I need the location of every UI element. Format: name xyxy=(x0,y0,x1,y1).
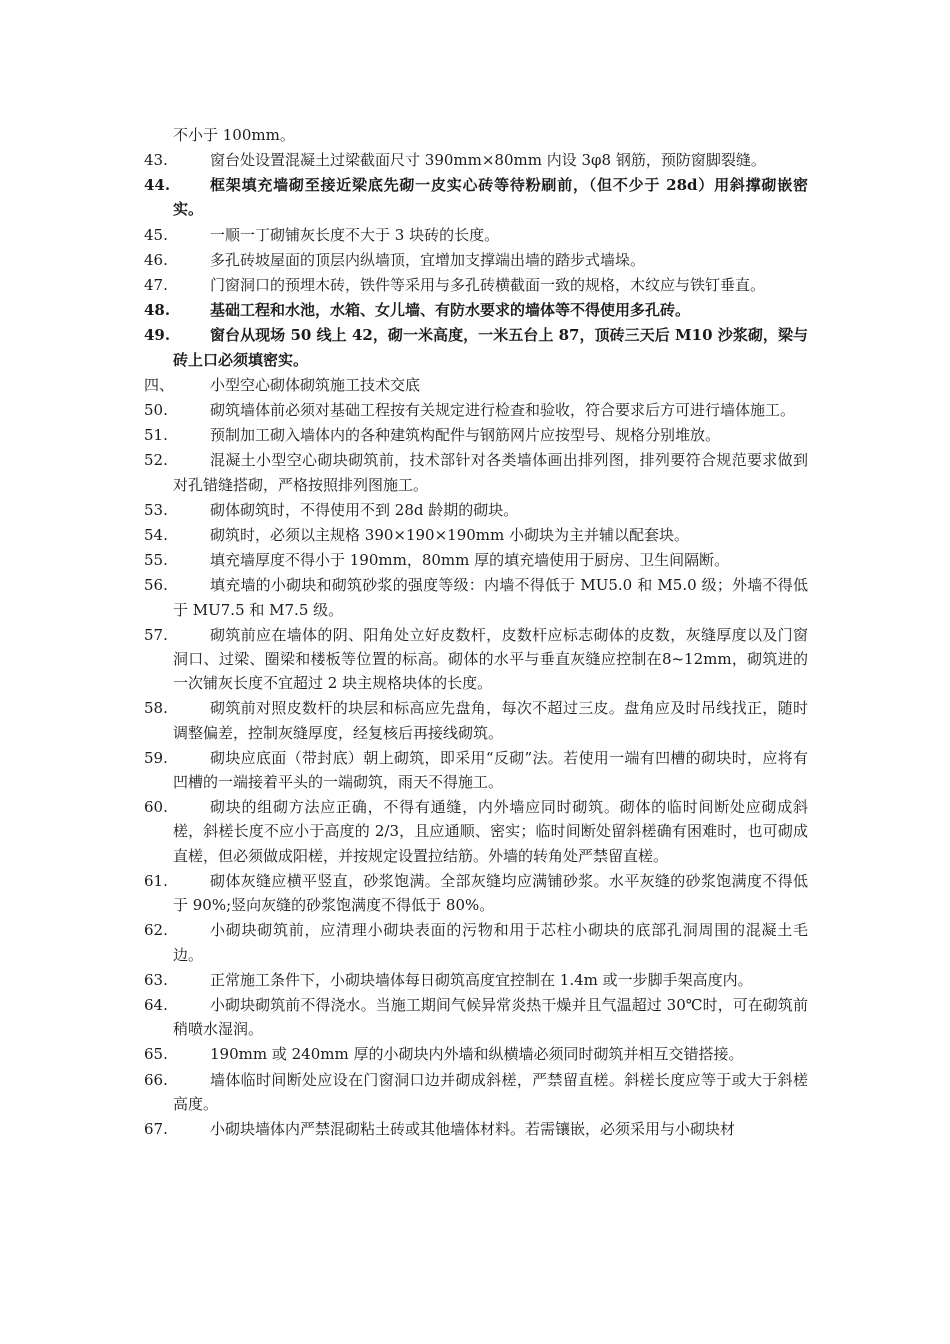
list-item xyxy=(144,968,808,992)
list-item xyxy=(144,173,808,221)
list-item xyxy=(144,148,808,172)
list-item xyxy=(144,869,808,917)
item-number: 44. xyxy=(144,176,171,195)
item-text: 正常施工条件下，小砌块墙体每日砌筑高度宜控制在 1.4m 或一步脚手架高度内。 xyxy=(210,970,753,989)
item-text: 基础工程和水池，水箱、女儿墙、有防水要求的墙体等不得使用多孔砖。 xyxy=(210,301,691,320)
list-item xyxy=(144,273,808,297)
list-item xyxy=(144,448,808,496)
item-text: 小砌块墙体内严禁混砌粘土砖或其他墙体材料。若需镶嵌，必须采用与小砌块材 xyxy=(210,1119,736,1138)
list-item xyxy=(144,398,808,422)
item-number: 63. xyxy=(144,970,168,989)
item-text: 小型空心砌体砌筑施工技术交底 xyxy=(210,375,421,394)
item-number: 43. xyxy=(144,151,168,169)
list-item xyxy=(144,795,808,868)
item-number: 47. xyxy=(144,276,168,295)
item-text: 砌筑前应在墙体的阴、阳角处立好皮数杆，皮数杆应标志砌体的皮数，灰缝厚度以及门窗洞口、过梁、圈梁和楼板等位置的标高。砌体的水平与垂直灰缝应控制在8~12mm，砌筑进的一次铺灰长度不宜超过 2 块主规格块体的长度。 xyxy=(173,625,808,693)
item-text: 砌筑时，必须以主规格 390×190×190mm 小砌块为主并辅以配套块。 xyxy=(210,526,690,545)
item-number: 45. xyxy=(144,225,168,244)
item-number: 65. xyxy=(144,1045,168,1064)
item-text: 墙体临时间断处应设在门窗洞口边并砌成斜槎，严禁留直槎。斜槎长度应等于或大于斜槎高度。 xyxy=(173,1070,808,1113)
list-item xyxy=(144,746,808,794)
item-text: 多孔砖坡屋面的顶层内纵墙顶，宜增加支撑端出墙的踏步式墙垛。 xyxy=(210,250,646,269)
list-item xyxy=(144,373,808,397)
item-text: 一顺一丁砌铺灰长度不大于 3 块砖的长度。 xyxy=(210,225,500,244)
item-number: 54. xyxy=(144,526,168,545)
item-number: 49. xyxy=(144,326,171,345)
item-number: 58. xyxy=(144,699,168,718)
item-text: 砌块应底面（带封底）朝上砌筑，即采用“反砌”法。若使用一端有凹槽的砌块时，应将有凹槽的一端接着平头的一端砌筑，雨天不得施工。 xyxy=(173,748,808,792)
list-item xyxy=(144,298,808,322)
item-number: 53. xyxy=(144,500,168,519)
list-item xyxy=(144,423,808,447)
item-text: 框架填充墙砌至接近梁底先砌一皮实心砖等待粉刷前，（但不少于 28d）用斜撑砌嵌密实。 xyxy=(173,176,808,219)
item-text: 190mm 或 240mm 厚的小砌块内外墙和纵横墙必须同时砌筑并相互交错搭接。 xyxy=(210,1045,744,1064)
list-item xyxy=(144,548,808,572)
item-text: 砌筑前对照皮数杆的块层和标高应先盘角，每次不超过三皮。盘角应及时吊线找正，随时调整偏差，控制灰缝厚度，经复核后再接线砌筑。 xyxy=(173,699,808,742)
item-number: 50. xyxy=(144,401,168,420)
item-text: 填充墙厚度不得小于 190mm，80mm 厚的填充墙使用于厨房、卫生间隔断。 xyxy=(210,551,730,570)
list-item xyxy=(144,1042,808,1066)
item-number: 67. xyxy=(144,1119,168,1138)
list-item xyxy=(144,1117,808,1141)
list-item xyxy=(144,1068,808,1116)
item-number: 四、 xyxy=(144,375,175,394)
item-text: 砌体砌筑时，不得使用不到 28d 龄期的砌块。 xyxy=(210,500,519,519)
list-item xyxy=(144,573,808,621)
list-item xyxy=(144,498,808,522)
item-number: 61. xyxy=(144,871,168,890)
item-text: 门窗洞口的预埋木砖，铁件等采用与多孔砖横截面一致的规格，木纹应与铁钉垂直。 xyxy=(210,276,766,295)
item-number: 48. xyxy=(144,301,171,320)
item-number: 57. xyxy=(144,625,168,644)
item-number: 46. xyxy=(144,250,168,269)
item-number: 60. xyxy=(144,798,168,817)
item-text: 预制加工砌入墙体内的各种建筑构配件与钢筋网片应按型号、规格分别堆放。 xyxy=(210,426,721,445)
item-text: 窗台从现场 50 线上 42，砌一米高度，一米五台上 87，顶砖三天后 M10 沙浆砌，梁与砖上口必须填密实。 xyxy=(173,326,808,369)
item-number: 62. xyxy=(144,921,168,940)
item-text: 砌体灰缝应横平竖直，砂浆饱满。全部灰缝均应满铺砂浆。水平灰缝的砂浆饱满度不得低于 90%;竖向灰缝的砂浆饱满度不得低于 80%。 xyxy=(173,871,808,915)
item-text: 小砌块砌筑前不得浇水。当施工期间气候异常炎热干燥并且气温超过 30℃时，可在砌筑前稍喷水湿润。 xyxy=(173,995,808,1039)
item-text: 填充墙的小砌块和砌筑砂浆的强度等级：内墙不得低于 MU5.0 和 M5.0 级；外墙不得低于 MU7.5 和 M7.5 级。 xyxy=(173,576,808,619)
item-number: 59. xyxy=(144,748,168,767)
list-item xyxy=(144,248,808,272)
list-item xyxy=(144,323,808,371)
list-item xyxy=(144,918,808,966)
continuation-text: 不小于 100mm。 xyxy=(173,126,295,144)
list-item xyxy=(144,696,808,744)
item-number: 64. xyxy=(144,995,168,1014)
item-number: 55. xyxy=(144,551,168,570)
item-text: 砌筑墙体前必须对基础工程按有关规定进行检查和验收，符合要求后方可进行墙体施工。 xyxy=(210,401,796,420)
item-text: 小砌块砌筑前，应清理小砌块表面的污物和用于芯柱小砌块的底部孔洞周围的混凝土毛边。 xyxy=(173,921,808,964)
item-text: 窗台处设置混凝土过梁截面尺寸 390mm×80mm 内设 3φ8 钢筋，预防窗脚裂缝。 xyxy=(210,151,766,169)
item-number: 51. xyxy=(144,426,168,445)
list-item xyxy=(144,623,808,696)
item-number: 52. xyxy=(144,451,168,470)
numbered-list xyxy=(144,148,808,1141)
item-text: 混凝土小型空心砌块砌筑前，技术部针对各类墙体画出排列图，排列要符合规范要求做到对孔错缝搭砌，严格按照排列图施工。 xyxy=(173,451,808,494)
item-text: 砌块的组砌方法应正确，不得有通缝，内外墙应同时砌筑。砌体的临时间断处应砌成斜槎，斜槎长度不应小于高度的 2/3，且应通顺、密实；临时间断处留斜槎确有困难时，也可砌成直槎，但必须做成阳槎，并按规定设置拉结筋。外墙的转角处严禁留直槎。 xyxy=(173,798,808,865)
list-item xyxy=(144,523,808,547)
item-number: 66. xyxy=(144,1070,168,1089)
document-body xyxy=(144,123,808,1142)
list-item xyxy=(144,993,808,1041)
item-number: 56. xyxy=(144,576,168,595)
list-item xyxy=(144,223,808,247)
